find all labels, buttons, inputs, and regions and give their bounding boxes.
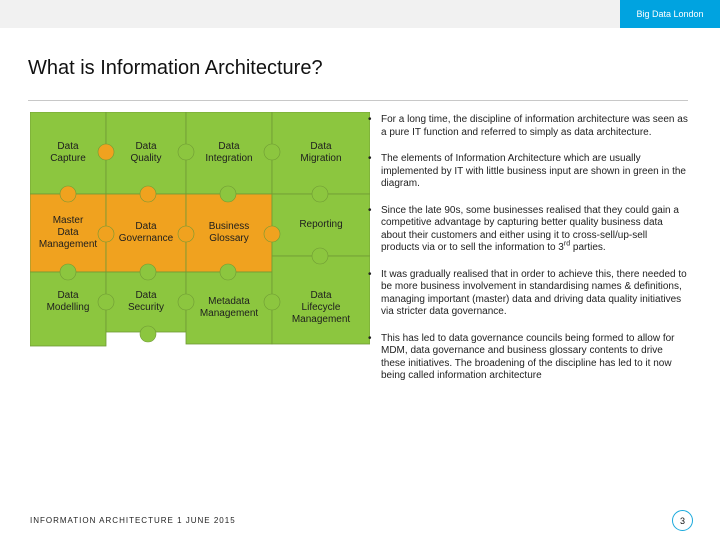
bullet-item: • This has led to data governance councils being formed to allow for MDM, data governance and business glossary contents to drive these initiatives. The broadening of the discipline has led to it now being called information architecture: [368, 332, 675, 381]
title-divider: [28, 100, 688, 101]
puzzle-piece-data-governance: Data Governance: [118, 221, 174, 244]
bullet-marker: •: [368, 114, 372, 125]
bullet-marker: •: [368, 268, 372, 280]
bullet-marker: •: [368, 204, 372, 216]
slide-title: What is Information Architecture?: [28, 57, 323, 79]
puzzle-piece-data-security: Data Security: [127, 290, 165, 313]
puzzle-piece-master-data-management: Master Data Management: [38, 215, 98, 250]
brand-label: Big Data London: [620, 0, 720, 28]
bullet-item: • Since the late 90s, some businesses realised that they could gain a competitive advantage by capturing better quality business data about their customers and either using it to cross-sell/up-sell products via or to sell the information to 3rd parties.: [368, 204, 679, 253]
puzzle-piece-data-migration: Data Migration: [300, 141, 342, 164]
puzzle-piece-metadata-management: Metadata Management: [199, 296, 259, 319]
puzzle-piece-data-quality: Data Quality: [130, 141, 162, 164]
header-band: [0, 0, 720, 28]
bullet-list: [366, 114, 688, 397]
puzzle-diagram: [30, 112, 370, 352]
bullet-item: • For a long time, the discipline of information architecture was seen as a pure IT function and referred to simply as data architecture.: [368, 114, 688, 138]
puzzle-piece-data-modelling: Data Modelling: [46, 290, 90, 313]
page-number: 3: [672, 510, 693, 531]
superscript-rd: rd: [563, 240, 571, 248]
bullet-marker: •: [368, 332, 372, 344]
puzzle-piece-business-glossary: Business Glossary: [208, 221, 250, 244]
bullet-marker: •: [368, 153, 372, 164]
puzzle-piece-reporting: Reporting: [299, 219, 343, 230]
puzzle-piece-data-integration: Data Integration: [205, 141, 253, 164]
puzzle-piece-data-lifecycle-management: Data Lifecycle Management: [291, 290, 351, 325]
footer-text: INFORMATION ARCHITECTURE 1 JUNE 2015: [30, 516, 236, 525]
bullet-item: • The elements of Information Architecture which are usually implemented by IT with little business input are shown in green in the diagram.: [368, 153, 686, 189]
puzzle-piece-data-capture: Data Capture: [50, 141, 86, 164]
bullet-item: • It was gradually realised that in order to achieve this, there needed to be more business involvement in standardising names & definitions, managing important (master) data and driving data quality initiatives via stricter data governance.: [368, 268, 687, 317]
